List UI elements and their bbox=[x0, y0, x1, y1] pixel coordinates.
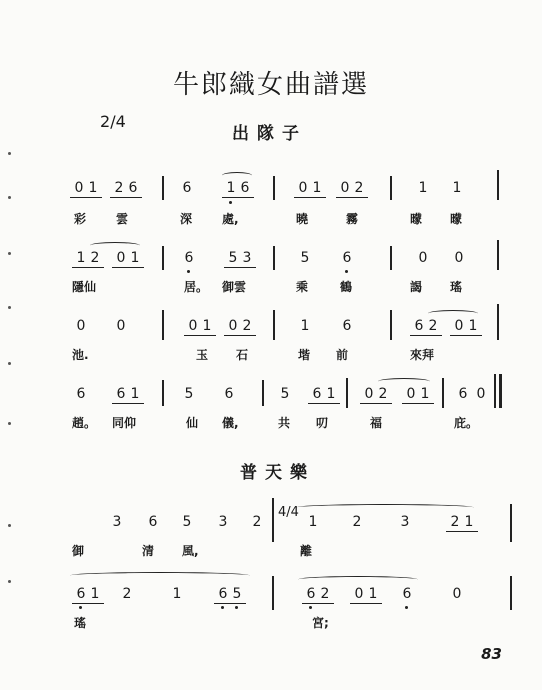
note: 2 bbox=[352, 514, 362, 530]
bar-line bbox=[442, 378, 444, 408]
note: 2 bbox=[448, 514, 462, 530]
note: 1 bbox=[300, 318, 310, 334]
lyric: 共 bbox=[278, 416, 291, 430]
lyric: 曚 bbox=[450, 212, 463, 226]
note: 5 bbox=[182, 514, 192, 530]
tie-slur bbox=[378, 378, 430, 385]
note: 1 bbox=[172, 586, 182, 602]
note: 0 bbox=[186, 318, 200, 334]
low-octave-dot bbox=[79, 606, 82, 609]
bar-line bbox=[162, 310, 164, 340]
page-number: 83 bbox=[481, 645, 502, 663]
end-bar-thin bbox=[494, 374, 496, 408]
bar-line bbox=[390, 310, 392, 340]
note: 5 bbox=[280, 386, 290, 402]
lyric: 霧 bbox=[346, 212, 359, 226]
lyric: 深 bbox=[180, 212, 193, 226]
tie-slur bbox=[222, 172, 252, 179]
lyric: 居。 bbox=[184, 280, 209, 294]
bar-line bbox=[162, 246, 164, 270]
note: 0 bbox=[476, 386, 486, 402]
lyric: 來拜 bbox=[410, 348, 435, 362]
note: 6 bbox=[76, 386, 86, 402]
lyric: 玉 bbox=[196, 348, 209, 362]
bar-line bbox=[497, 170, 499, 200]
lyric: 曉 bbox=[296, 212, 309, 226]
lyric: 石 bbox=[236, 348, 249, 362]
note: 1 bbox=[308, 514, 318, 530]
note: 6 bbox=[412, 318, 426, 334]
lyric: 處, bbox=[222, 212, 239, 226]
low-octave-dot bbox=[229, 201, 232, 204]
note: 1 bbox=[128, 250, 142, 266]
note: 0 bbox=[116, 318, 126, 334]
note: 6 bbox=[182, 180, 192, 196]
lyric: 趙。 bbox=[72, 416, 97, 430]
time-sig-top: 2 bbox=[100, 112, 111, 131]
note: 2 bbox=[318, 586, 332, 602]
note: 3 bbox=[240, 250, 254, 266]
margin-mark bbox=[8, 362, 11, 365]
low-octave-dot bbox=[187, 270, 190, 273]
note: 1 bbox=[310, 180, 324, 196]
lyric: 瑤 bbox=[74, 616, 87, 630]
note: 1 bbox=[418, 386, 432, 402]
note: 0 bbox=[114, 250, 128, 266]
note: 5 bbox=[300, 250, 310, 266]
lyric: 鶴 bbox=[340, 280, 353, 294]
bar-line bbox=[497, 304, 499, 340]
note: 1 bbox=[462, 514, 476, 530]
bar-line bbox=[390, 176, 392, 200]
margin-mark bbox=[8, 580, 11, 583]
low-octave-dot bbox=[309, 606, 312, 609]
note: 0 bbox=[352, 586, 366, 602]
bar-line bbox=[273, 246, 275, 270]
note: 6 bbox=[184, 250, 194, 266]
lyric: 前 bbox=[336, 348, 349, 362]
note: 1 bbox=[128, 386, 142, 402]
lyric: 叨 bbox=[316, 416, 329, 430]
note: 3 bbox=[218, 514, 228, 530]
low-octave-dot bbox=[235, 606, 238, 609]
lyric: 儀, bbox=[222, 416, 239, 430]
note: 0 bbox=[452, 318, 466, 334]
margin-mark bbox=[8, 306, 11, 309]
bar-line bbox=[162, 176, 164, 200]
margin-mark bbox=[8, 524, 11, 527]
bar-line bbox=[262, 380, 264, 406]
lyric: 曚 bbox=[410, 212, 423, 226]
note: 0 bbox=[76, 318, 86, 334]
margin-mark bbox=[8, 152, 11, 155]
lyric: 彩 bbox=[74, 212, 87, 226]
lyric: 御雲 bbox=[222, 280, 247, 294]
note: 1 bbox=[200, 318, 214, 334]
lyric: 御 bbox=[72, 544, 85, 558]
note: 1 bbox=[224, 180, 238, 196]
bar-line bbox=[162, 380, 164, 406]
bar-line bbox=[272, 498, 274, 542]
lyric: 謁 bbox=[410, 280, 423, 294]
note: 6 bbox=[74, 586, 88, 602]
note: 2 bbox=[122, 586, 132, 602]
time-sig-slash: / bbox=[110, 112, 116, 131]
note: 0 bbox=[296, 180, 310, 196]
note: 6 bbox=[216, 586, 230, 602]
note: 2 bbox=[252, 514, 262, 530]
note: 2 bbox=[88, 250, 102, 266]
note: 0 bbox=[452, 586, 462, 602]
note: 6 bbox=[148, 514, 158, 530]
lyric: 風, bbox=[182, 544, 199, 558]
page-title: 牛郎織女曲譜選 bbox=[172, 70, 369, 100]
lyric: 離 bbox=[300, 544, 313, 558]
section-heading-putianle: 普天樂 bbox=[240, 463, 315, 483]
lyric: 池. bbox=[72, 348, 89, 362]
lyric: 瑤 bbox=[450, 280, 463, 294]
lyric: 福 bbox=[370, 416, 383, 430]
lyric: 堦 bbox=[298, 348, 311, 362]
note: 5 bbox=[226, 250, 240, 266]
note: 6 bbox=[238, 180, 252, 196]
note: 1 bbox=[86, 180, 100, 196]
note: 3 bbox=[112, 514, 122, 530]
note: 2 bbox=[376, 386, 390, 402]
bar-line bbox=[497, 240, 499, 270]
note: 2 bbox=[426, 318, 440, 334]
note: 5 bbox=[230, 586, 244, 602]
end-bar-thick bbox=[499, 374, 502, 408]
bar-line bbox=[510, 576, 512, 610]
tie-slur bbox=[428, 310, 478, 317]
note: 1 bbox=[452, 180, 462, 196]
note: 6 bbox=[342, 250, 352, 266]
note: 2 bbox=[112, 180, 126, 196]
note: 1 bbox=[88, 586, 102, 602]
note: 6 bbox=[342, 318, 352, 334]
note: 0 bbox=[404, 386, 418, 402]
note: 0 bbox=[338, 180, 352, 196]
lyric: 隱仙 bbox=[72, 280, 97, 294]
bar-line bbox=[273, 176, 275, 200]
lyric: 仙 bbox=[186, 416, 199, 430]
note: 0 bbox=[362, 386, 376, 402]
note: 1 bbox=[74, 250, 88, 266]
bar-line bbox=[346, 378, 348, 408]
note: 1 bbox=[418, 180, 428, 196]
note: 6 bbox=[114, 386, 128, 402]
bar-line bbox=[272, 576, 274, 610]
note: 6 bbox=[126, 180, 140, 196]
bar-line bbox=[390, 246, 392, 270]
section-heading-chuduizi: 出隊子 bbox=[232, 124, 307, 144]
bar-line bbox=[510, 504, 512, 542]
low-octave-dot bbox=[221, 606, 224, 609]
time-change-top: 4 bbox=[278, 505, 287, 520]
note: 6 bbox=[402, 586, 412, 602]
time-change-bottom: 4 bbox=[290, 505, 299, 520]
lyric: 宮; bbox=[312, 616, 329, 630]
time-change-slash: / bbox=[286, 505, 291, 520]
low-octave-dot bbox=[345, 270, 348, 273]
lyric: 乘 bbox=[296, 280, 309, 294]
note: 6 bbox=[458, 386, 468, 402]
lyric: 同仰 bbox=[112, 416, 137, 430]
note: 2 bbox=[240, 318, 254, 334]
note: 6 bbox=[224, 386, 234, 402]
note: 1 bbox=[324, 386, 338, 402]
note: 1 bbox=[466, 318, 480, 334]
note: 0 bbox=[418, 250, 428, 266]
lyric: 雲 bbox=[116, 212, 129, 226]
tie-slur bbox=[298, 576, 418, 583]
tie-slur bbox=[296, 504, 474, 511]
margin-mark bbox=[8, 196, 11, 199]
lyric: 庇。 bbox=[454, 416, 479, 430]
note: 6 bbox=[310, 386, 324, 402]
margin-mark bbox=[8, 422, 11, 425]
bar-line bbox=[273, 310, 275, 340]
note: 0 bbox=[226, 318, 240, 334]
lyric: 清 bbox=[142, 544, 155, 558]
note: 0 bbox=[72, 180, 86, 196]
low-octave-dot bbox=[405, 606, 408, 609]
tie-slur bbox=[90, 242, 140, 249]
note: 6 bbox=[304, 586, 318, 602]
time-sig-bottom: 4 bbox=[115, 112, 126, 131]
note: 1 bbox=[366, 586, 380, 602]
margin-mark bbox=[8, 252, 11, 255]
note: 3 bbox=[400, 514, 410, 530]
tie-slur bbox=[70, 572, 250, 579]
note: 2 bbox=[352, 180, 366, 196]
note: 5 bbox=[184, 386, 194, 402]
note: 0 bbox=[454, 250, 464, 266]
time-signature bbox=[100, 112, 126, 131]
